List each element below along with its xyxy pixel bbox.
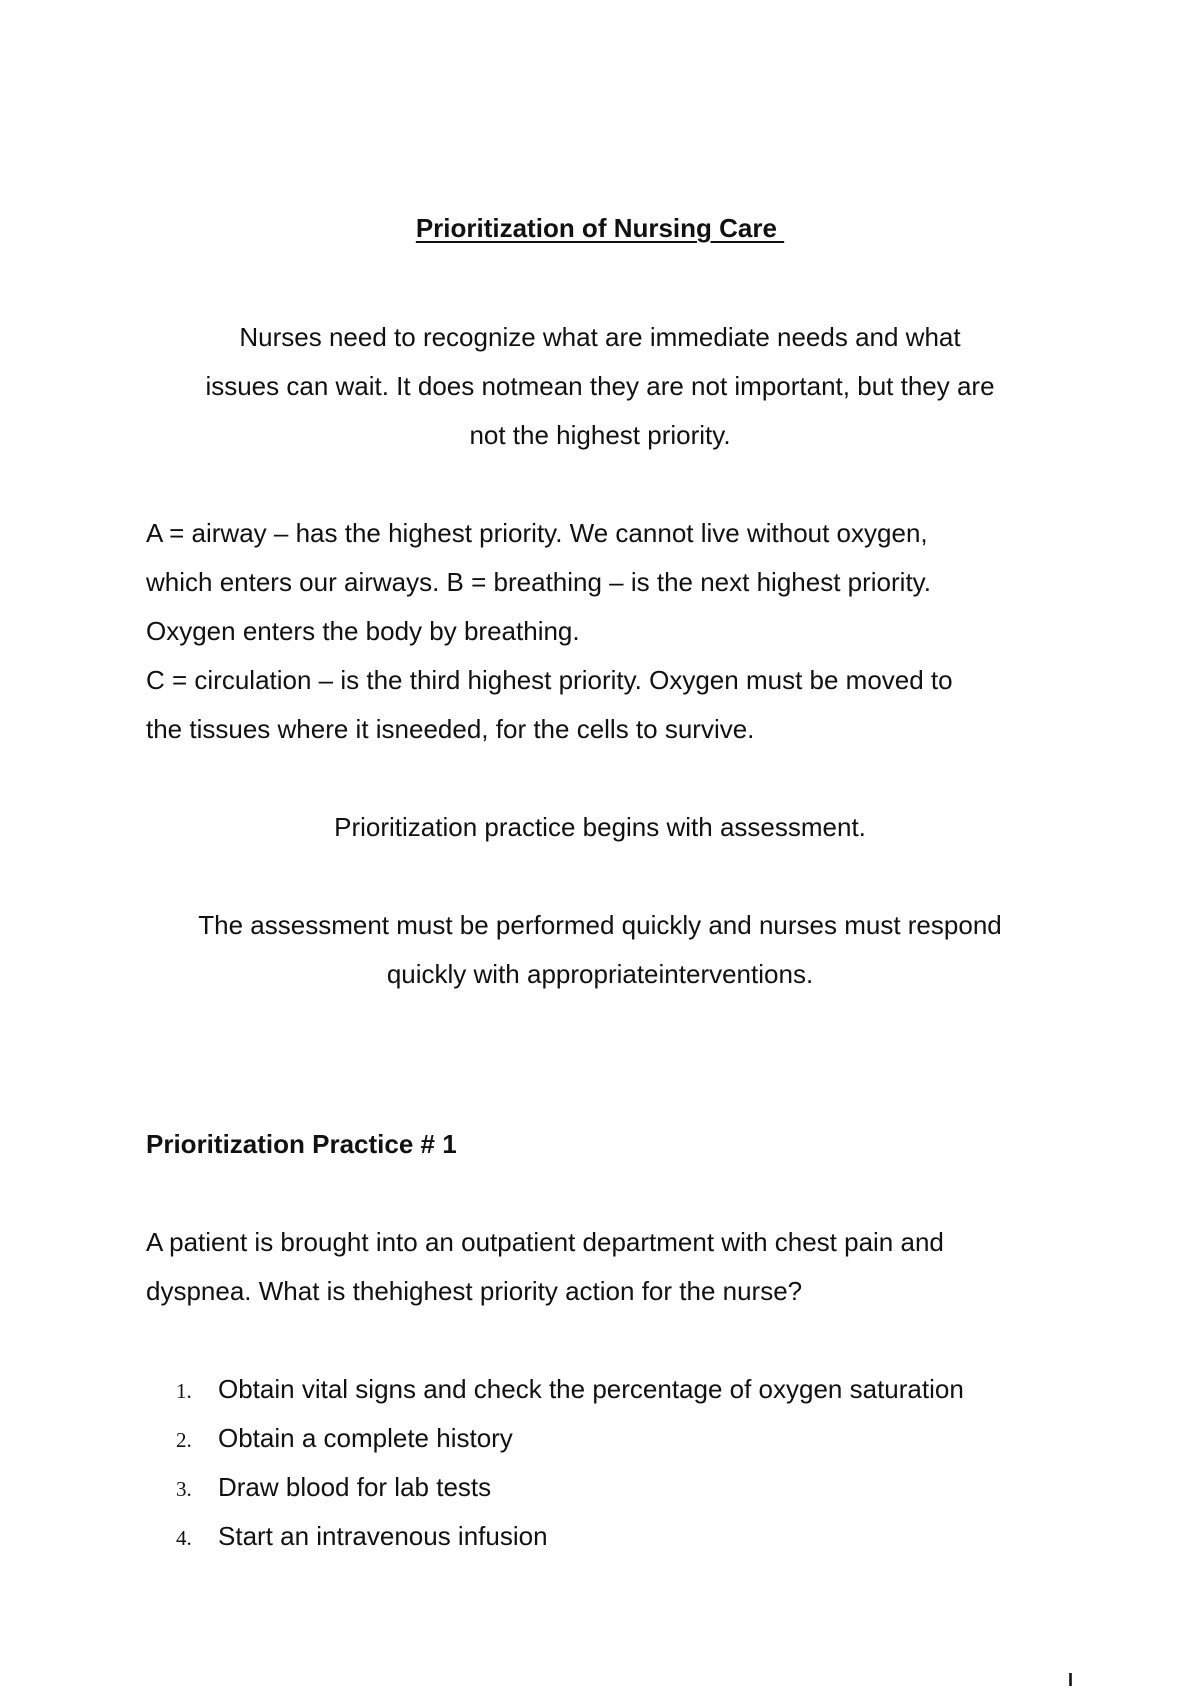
document-title: Prioritization of Nursing Care [415,213,785,243]
list-item-text: Obtain a complete history [218,1423,513,1453]
list-item-number: 1. [176,1379,192,1403]
assessment-line: quickly with appropriateinterventions. [386,959,814,989]
abc-line: A = airway – has the highest priority. We cannot live without oxygen, [146,518,928,548]
list-item-text: Obtain vital signs and check the percentage of oxygen saturation [218,1374,964,1404]
list-item-text: Draw blood for lab tests [218,1472,492,1502]
assessment-line: The assessment must be performed quickly and nurses must respond [198,910,1002,940]
abc-line: the tissues where it isneeded, for the cells to survive. [146,714,755,744]
abc-line: which enters our airways. B = breathing – is the next highest priority. [146,567,931,597]
question-line: dyspnea. What is thehighest priority action for the nurse? [146,1276,803,1306]
practice-begins-text: Prioritization practice begins with assessment. [334,812,866,842]
abc-line: Oxygen enters the body by breathing. [146,616,580,646]
list-item-number: 2. [176,1428,192,1452]
list-item-text: Start an intravenous infusion [218,1521,548,1551]
intro-line: not the highest priority. [469,420,731,450]
practice-heading: Prioritization Practice # 1 [146,1129,457,1159]
title-row [0,212,1200,244]
intro-line: Nurses need to recognize what are immediate needs and what [239,322,961,352]
list-item [176,1471,491,1505]
question-line: A patient is brought into an outpatient department with chest pain and [146,1227,944,1257]
list-item-number: 3. [176,1477,192,1501]
list-item [176,1520,548,1554]
list-item [176,1422,513,1456]
list-item-number: 4. [176,1526,192,1550]
intro-line: issues can wait. It does notmean they are not important, but they are [205,371,995,401]
abc-line: C = circulation – is the third highest priority. Oxygen must be moved to [146,665,953,695]
list-item [176,1373,964,1407]
page-number: I [1068,1670,1074,1690]
